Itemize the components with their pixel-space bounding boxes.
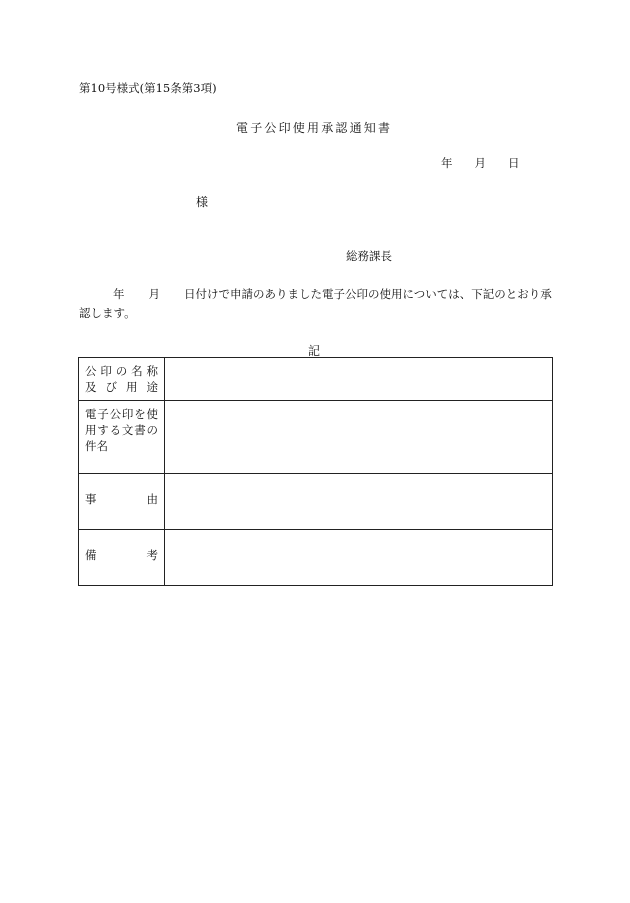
label-char: び <box>105 380 117 394</box>
detail-table <box>78 357 553 586</box>
value-seal-name[interactable] <box>165 358 553 401</box>
date-line <box>441 155 520 171</box>
label-line <box>85 422 158 438</box>
body-month: 月 <box>148 287 160 301</box>
addressee-suffix: 様 <box>196 195 209 209</box>
label-line <box>85 379 158 395</box>
label-char: 公 <box>109 407 122 421</box>
body-text <box>79 285 559 323</box>
label-char: 由 <box>146 492 158 506</box>
label-reason <box>79 474 165 530</box>
label-char: 考 <box>146 548 158 562</box>
label-char: す <box>97 423 109 437</box>
label-char: 公 <box>85 364 97 378</box>
value-remarks[interactable] <box>165 530 553 586</box>
date-day: 日 <box>508 156 520 170</box>
label-line: 件名 <box>85 439 108 453</box>
label-char: 使 <box>146 407 158 421</box>
label-char: 電 <box>85 407 97 421</box>
body-main-text: 日付けで申請のありました電子公印の使用については、下記のとおり承認します。 <box>79 287 552 320</box>
label-char: 用 <box>85 423 97 437</box>
label-char: 印 <box>121 407 134 421</box>
date-year: 年 <box>441 156 453 170</box>
label-char: 印 <box>100 364 112 378</box>
label-char: 備 <box>85 548 97 562</box>
label-char: 用 <box>126 380 138 394</box>
table-row-seal-name <box>79 358 553 401</box>
label-char: 及 <box>85 380 97 394</box>
label-char: 事 <box>85 492 97 506</box>
label-char: の <box>146 423 158 437</box>
label-char: 途 <box>146 380 158 394</box>
sender-title: 総務課長 <box>346 249 392 263</box>
ki-heading: 記 <box>308 344 321 358</box>
value-reason[interactable] <box>165 474 553 530</box>
label-char: 書 <box>134 423 146 437</box>
label-char: を <box>134 407 146 421</box>
table-row-reason <box>79 474 553 530</box>
form-number: 第10号様式(第15条第3項) <box>79 81 217 95</box>
label-line <box>85 363 158 379</box>
date-month: 月 <box>474 156 486 170</box>
table-row-document-subject <box>79 401 553 474</box>
document-title: 電子公印使用承認通知書 <box>236 121 393 135</box>
value-document-subject[interactable] <box>165 401 553 474</box>
label-char: の <box>115 364 128 378</box>
table-row-remarks <box>79 530 553 586</box>
body-year: 年 <box>113 287 125 301</box>
label-char: 称 <box>146 364 158 378</box>
label-char: 子 <box>97 407 109 421</box>
label-char: 名 <box>131 364 143 378</box>
label-seal-name <box>79 358 165 401</box>
label-line <box>85 406 158 422</box>
label-char: る <box>109 423 122 437</box>
label-document-subject <box>79 401 165 474</box>
label-char: 文 <box>121 423 134 437</box>
label-remarks <box>79 530 165 586</box>
